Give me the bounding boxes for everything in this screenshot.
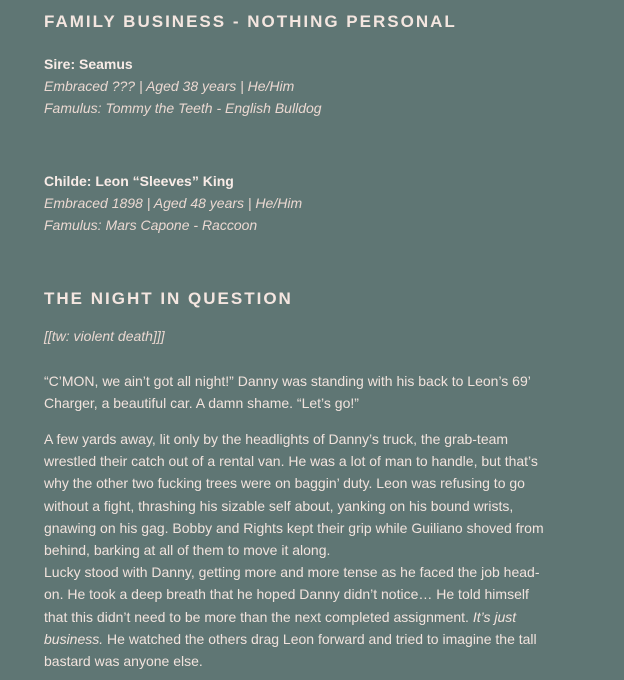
story-line: behind, barking at all of them to move it along. (44, 542, 331, 559)
sire-label: Sire: Seamus (44, 56, 133, 72)
story-paragraph-2 (44, 428, 584, 672)
story-line (44, 606, 584, 628)
story-line: Charger, a beautiful car. A damn shame. “Let’s go!” (44, 395, 359, 412)
story-emphasis: business. (44, 630, 104, 647)
childe-famulus: Famulus: Mars Capone - Raccoon (44, 217, 258, 233)
story-emphasis: It’s just (472, 608, 517, 625)
childe-details: Embraced 1898 | Aged 48 years | He/Him (44, 195, 303, 211)
sire-block (44, 53, 584, 119)
story-line (44, 628, 584, 650)
story-line: gnawing on his gag. Bobby and Rights kept their grip while Guiliano shoved from (44, 519, 544, 536)
story-line: on. He took a deep breath that he hoped Danny didn’t notice… He told himself (44, 586, 529, 603)
story-paragraph-1 (44, 370, 584, 414)
childe-label: Childe: Leon “Sleeves” King (44, 173, 234, 189)
sire-details: Embraced ??? | Aged 38 years | He/Him (44, 78, 295, 94)
story-line: without a fight, thrashing his sizable self about, yanking on his bound wrists, (44, 497, 514, 514)
section-heading: THE NIGHT IN QUESTION (44, 289, 293, 308)
childe-block (44, 170, 584, 236)
story-line: “C’MON, we ain’t got all night!” Danny was standing with his back to Leon’s 69’ (44, 373, 531, 389)
story-line: why the other two fucking trees were on baggin’ duty. Leon was refusing to go (44, 475, 525, 492)
story-line: Lucky stood with Danny, getting more and more tense as he faced the job head- (44, 564, 540, 581)
sire-famulus: Famulus: Tommy the Teeth - English Bulldog (44, 100, 322, 116)
story-line: bastard was anyone else. (44, 653, 203, 670)
story-text: He watched the others drag Leon forward and tried to imagine the tall (103, 630, 537, 647)
story-line: A few yards away, lit only by the headlights of Danny’s truck, the grab-team (44, 431, 509, 447)
trigger-warning: [[tw: violent death]]] (44, 328, 165, 344)
page-title: FAMILY BUSINESS - NOTHING PERSONAL (44, 12, 457, 31)
story-line: wrestled their catch out of a rental van. He was a lot of man to handle, but that’s (44, 453, 538, 470)
story-text: that this didn’t need to be more than the next completed assignment. (44, 608, 473, 625)
